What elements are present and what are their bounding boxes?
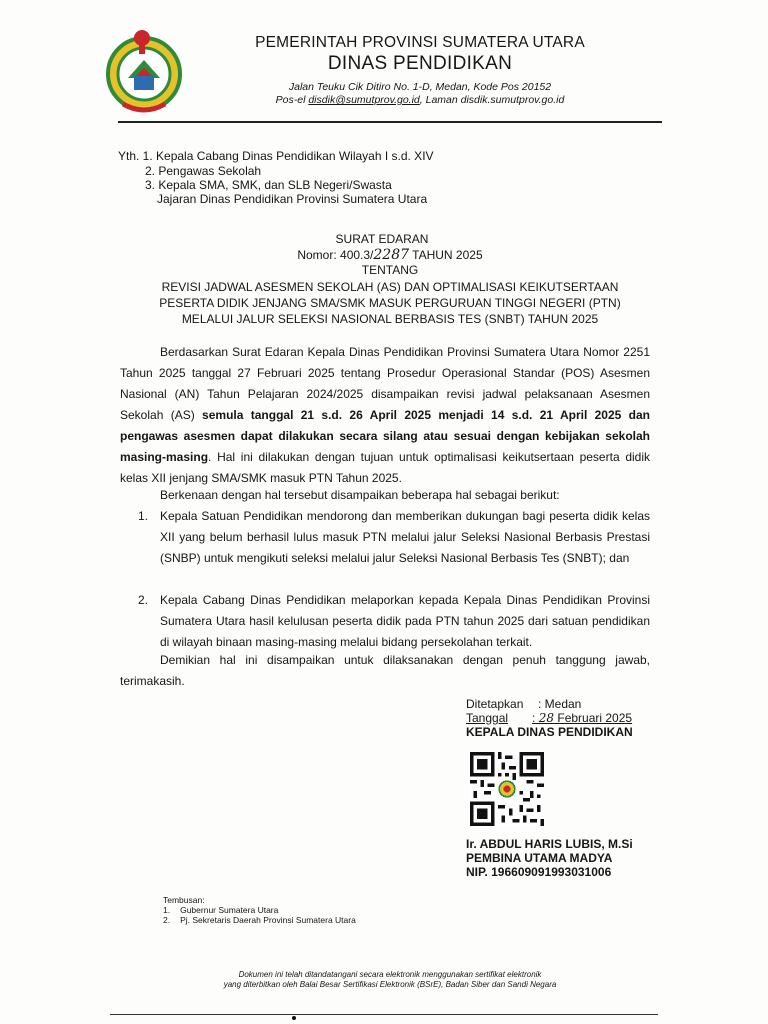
signatory-nip: NIP. 196609091993031006	[466, 865, 612, 879]
recipient-1	[118, 149, 434, 163]
email-link[interactable]: disdik@sumutprov.go.id	[308, 94, 420, 106]
date-row	[466, 711, 632, 725]
footer-divider	[110, 1014, 658, 1015]
cc-item	[163, 915, 356, 925]
cc-num: 1.	[163, 905, 171, 915]
footer-line1: Dokumen ini telah ditandatangani secara elektronik menggunakan sertifikat elektronik	[238, 970, 542, 979]
point-2-number	[138, 590, 148, 611]
signatory-name: Ir. ABDUL HARIS LUBIS, M.Si	[466, 837, 633, 851]
recipient-2	[145, 164, 261, 178]
date-label: Tanggal	[466, 711, 509, 725]
address-prefix: Pos-el	[275, 94, 306, 106]
point-num: 1.	[138, 509, 149, 523]
place-label: Ditetapkan	[466, 697, 524, 711]
paragraph-text: Berdasarkan Surat Edaran Kepala Dinas Pendidikan Provinsi Sumatera Utara Nomor 2251 Tahun 2025 tanggal 27 Februari 2025 tentang Prosedur Operasional Standar (POS) Asesmen Nasional (AN) Tahun Pelajaran 2024/2025 disampaikan revisi jadwal pelaksanaan Asesmen Sekolah (AS)	[120, 345, 650, 422]
date-colon: :	[532, 711, 536, 725]
signatory-office: KEPALA DINAS PENDIDIKAN	[466, 725, 633, 739]
point-1-text: Kepala Satuan Pendidikan mendorong dan memberikan dukungan bagi peserta didik kelas XII yang belum berhasil lulus masuk PTN melalui jalur Seleksi Nasional Berbasis Prestasi (SNBP) untuk mengikuti seleksi melalui jalur Seleksi Nasional Berbasis Tes (SNBT); dan	[160, 509, 650, 565]
recipient-text: Pengawas Sekolah	[158, 164, 262, 178]
point-1-number	[138, 506, 148, 527]
number-prefix: Nomor: 400.3/	[297, 248, 374, 262]
signatory-rank: PEMBINA UTAMA MADYA	[466, 851, 613, 865]
about-label: TENTANG	[361, 263, 419, 277]
provincial-emblem-icon	[103, 26, 185, 116]
org-line1: PEMERINTAH PROVINSI SUMATERA UTARA	[255, 34, 585, 51]
letter-type: SURAT EDARAN	[335, 232, 429, 246]
cc-num: 2.	[163, 915, 171, 925]
letterhead-divider	[118, 121, 662, 123]
footer-line2: yang diterbitkan oleh Balai Besar Sertifikasi Elektronik (BSrE), Badan Siber dan Sandi Negara	[223, 980, 557, 989]
place-value: : Medan	[538, 697, 582, 711]
body-paragraph-1	[120, 342, 650, 489]
address-suffix: , Laman disdik.sumutprov.go.id	[419, 94, 565, 106]
number-handwritten: 2287	[373, 247, 410, 263]
recipient-continuation: Jajaran Dinas Pendidikan Provinsi Sumatera Utara	[157, 192, 428, 206]
cc-item	[163, 905, 278, 915]
subject-line: REVISI JADWAL ASESMEN SEKOLAH (AS) DAN OPTIMALISASI KEIKUTSERTAAN	[161, 280, 619, 294]
body-paragraph-2: Berkenaan dengan hal tersebut disampaikan beberapa hal sebagai berikut:	[160, 488, 560, 502]
recipient-num: 2.	[145, 164, 156, 178]
date-day-handwritten: 28	[538, 711, 555, 725]
subject-line: PESERTA DIDIK JENJANG SMA/SMK MASUK PERGURUAN TINGGI NEGERI (PTN)	[159, 296, 621, 310]
page-dot	[292, 1016, 296, 1020]
paragraph-text: . Hal ini dilakukan dengan tujuan untuk optimalisasi keikutsertaan peserta didik kelas XII jenjang SMA/SMK masuk PTN Tahun 2025.	[120, 450, 650, 485]
address-line2	[190, 94, 650, 106]
paragraph-bold: semula tanggal 21 s.d. 26 April 2025 menjadi 14 s.d. 21 April 2025 dan pengawas asesmen dapat dilakukan secara silang atau sesuai dengan kebijakan sekolah masing-masing	[120, 408, 650, 464]
subject-line: MELALUI JALUR SELEKSI NASIONAL BERBASIS TES (SNBT) TAHUN 2025	[181, 312, 599, 326]
closing-paragraph: Demikian hal ini disampaikan untuk dilaksanakan dengan penuh tanggung jawab, terimakasih.	[120, 653, 650, 688]
date-rest: Februari 2025	[557, 711, 633, 725]
recipient-lead: Yth. 1.	[118, 149, 153, 163]
cc-text: Gubernur Sumatera Utara	[180, 905, 279, 915]
number-suffix: TAHUN 2025	[412, 248, 483, 262]
recipient-num: 3.	[145, 178, 156, 192]
point-num: 2.	[138, 593, 149, 607]
cc-title: Tembusan:	[163, 895, 205, 905]
point-2-text: Kepala Cabang Dinas Pendidikan melaporkan kepada Kepala Dinas Pendidikan Provinsi Sumatera Utara hasil kelulusan peserta didik pada PTN tahun 2025 dari satuan pendidikan di wilayah binaan masing-masing melalui bidang persekolahan terkait.	[160, 593, 650, 649]
qr-code-icon	[470, 752, 544, 826]
org-line2: DINAS PENDIDIKAN	[327, 53, 513, 74]
recipient-text: Kepala Cabang Dinas Pendidikan Wilayah I s.d. XIV	[156, 149, 434, 163]
letter-number	[118, 247, 662, 263]
recipient-text: Kepala SMA, SMK, dan SLB Negeri/Swasta	[158, 178, 392, 192]
cc-text: Pj. Sekretaris Daerah Provinsi Sumatera Utara	[180, 915, 356, 925]
recipient-3	[145, 178, 392, 192]
address-line1: Jalan Teuku Cik Ditiro No. 1-D, Medan, Kode Pos 20152	[288, 81, 552, 93]
